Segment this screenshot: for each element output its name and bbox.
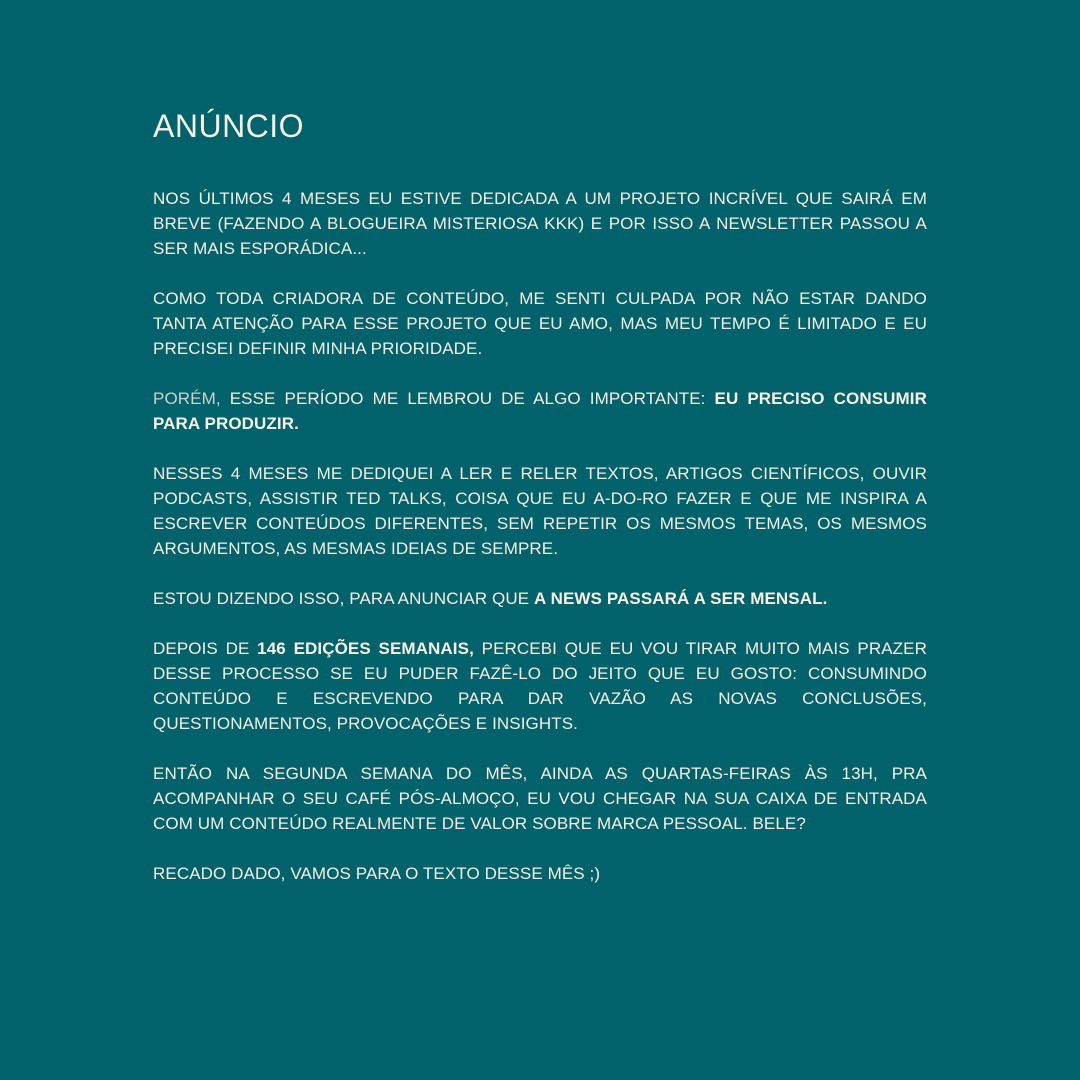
paragraph-project: NOS ÚLTIMOS 4 MESES EU ESTIVE DEDICADA A UM PROJETO INCRÍVEL QUE SAIRÁ EM BREVE (FAZENDO A BLOGUEIRA MISTERIOSA KKK) E POR ISSO A NEWSLETTER PASSOU A SER MAIS ESPORÁDICA...	[153, 189, 927, 258]
paragraph-however	[153, 386, 927, 436]
paragraph-reading: NESSES 4 MESES ME DEDIQUEI A LER E RELER TEXTOS, ARTIGOS CIENTÍFICOS, OUVIR PODCASTS, ASSISTIR TED TALKS, COISA QUE EU A-DO-RO FAZER E QUE ME INSPIRA A ESCREVER CONTEÚDOS DIFERENTES, SEM REPETIR OS MESMOS TEMAS, OS MESMOS ARGUMENTOS, AS MESMAS IDEIAS DE SEMPRE.	[153, 464, 927, 558]
paragraph-editions	[153, 636, 927, 736]
page-title: ANÚNCIO	[153, 108, 305, 144]
paragraph-however-lead: PORÉM,	[153, 389, 221, 408]
paragraph-editions-text-end: PERCEBI QUE EU VOU TIRAR MUITO MAIS PRAZER DESSE PROCESSO SE EU PUDER FAZÊ-LO DO JEITO QUE EU GOSTO: CONSUMINDO CONTEÚDO E ESCREVENDO PARA DAR VAZÃO AS NOVAS CONCLUSÕES, QUESTIONAMENTOS, PROVOCAÇÕES E INSIGHTS.	[153, 639, 927, 733]
paragraph-announcement	[153, 586, 927, 611]
paragraph-editions-emphasis: 146 EDIÇÕES SEMANAIS,	[257, 639, 474, 658]
paragraph-guilt: COMO TODA CRIADORA DE CONTEÚDO, ME SENTI CULPADA POR NÃO ESTAR DANDO TANTA ATENÇÃO PARA ESSE PROJETO QUE EU AMO, MAS MEU TEMPO É LIMITADO E EU PRECISEI DEFINIR MINHA PRIORIDADE.	[153, 289, 927, 358]
paragraph-announcement-emphasis: A NEWS PASSARÁ A SER MENSAL.	[534, 589, 828, 608]
announcement-content	[153, 106, 927, 911]
paragraph-announcement-text: ESTOU DIZENDO ISSO, PARA ANUNCIAR QUE	[153, 589, 535, 608]
paragraph-editions-text-start: DEPOIS DE	[153, 639, 258, 658]
paragraph-however-text: ESSE PERÍODO ME LEMBROU DE ALGO IMPORTANTE:	[220, 389, 715, 408]
paragraph-closing: RECADO DADO, VAMOS PARA O TEXTO DESSE MÊS ;)	[153, 864, 601, 883]
paragraph-schedule: ENTÃO NA SEGUNDA SEMANA DO MÊS, AINDA AS QUARTAS-FEIRAS ÀS 13H, PRA ACOMPANHAR O SEU CAFÉ PÓS-ALMOÇO, EU VOU CHEGAR NA SUA CAIXA DE ENTRADA COM UM CONTEÚDO REALMENTE DE VALOR SOBRE MARCA PESSOAL. BELE?	[153, 764, 927, 833]
paragraph-however-emphasis: EU PRECISO CONSUMIR PARA PRODUZIR.	[153, 389, 927, 433]
